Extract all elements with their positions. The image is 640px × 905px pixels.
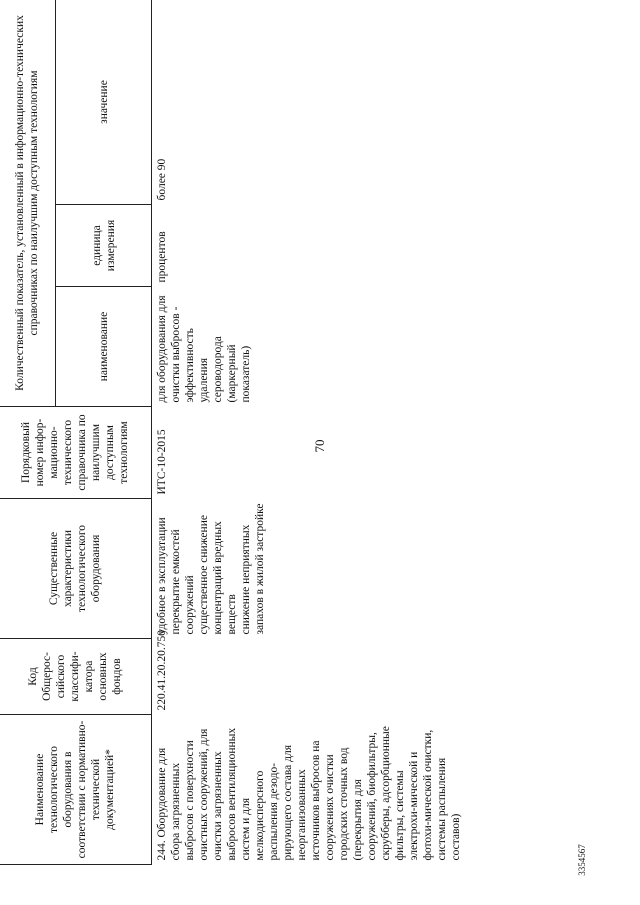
cell-value: более 90 [156,158,168,201]
equipment-name: Оборудование для сбора загрязненных выбросов с поверхности очистных сооружений, для очистки загрязненных выбросов вентиляционных систем и для мелкодисперсного распыления дезодо-рирующего состава для неорганизованных источников выбросов на сооружениях очистки городских сточных вод (перекрытия для сооружений, биофильтры, скрубберы, адсорбционные фильтры, системы электрохи-мической и фотохи-мической очистки, системы распыления составов) [156,726,463,861]
header-indicator-group: Количественный показатель, установленный в информационно-технических справочниках по наилучшим доступным технологиям [0,0,56,407]
cell-unit: процентов [156,231,168,283]
table-row [152,0,467,865]
cell-okof-code: 220.41.20.20.750 [156,630,168,711]
characteristic-item: существенное снижение концентраций вредных веществ [198,515,239,635]
characteristic-item: снижение неприятных запахов в жилой застройке [240,503,267,635]
row-number: 244. [156,840,168,861]
cell-indicator-name: для оборудования для очистки выбросов - эффективность удаления сероводорода (маркерный показатель) [156,295,253,403]
page-number: 70 [312,439,327,453]
header-indicator-name: наименование [56,287,152,407]
cell-equipment-name [152,715,467,865]
cell-characteristics [152,499,467,639]
cell-reference-number: ИТС-10-2015 [156,429,168,495]
header-reference-number: Порядковый номер инфор-мационно-технического справочника по наилучшим доступным технологиям [0,407,152,499]
header-unit: единица измерения [56,205,152,287]
header-equipment-name: Наименование технологического оборудования в соответствии с нормативно-технической документацией* [0,715,152,865]
header-value: значение [56,0,152,205]
header-characteristics: Существенные характеристики технологического оборудования [0,499,152,639]
document-id: 3354567 [577,844,587,876]
characteristic-item: удобное в эксплуатации перекрытие емкостей сооружений [156,517,197,635]
header-okof-code: Код Общерос-сийского классифи-катора основных фондов [0,639,152,715]
